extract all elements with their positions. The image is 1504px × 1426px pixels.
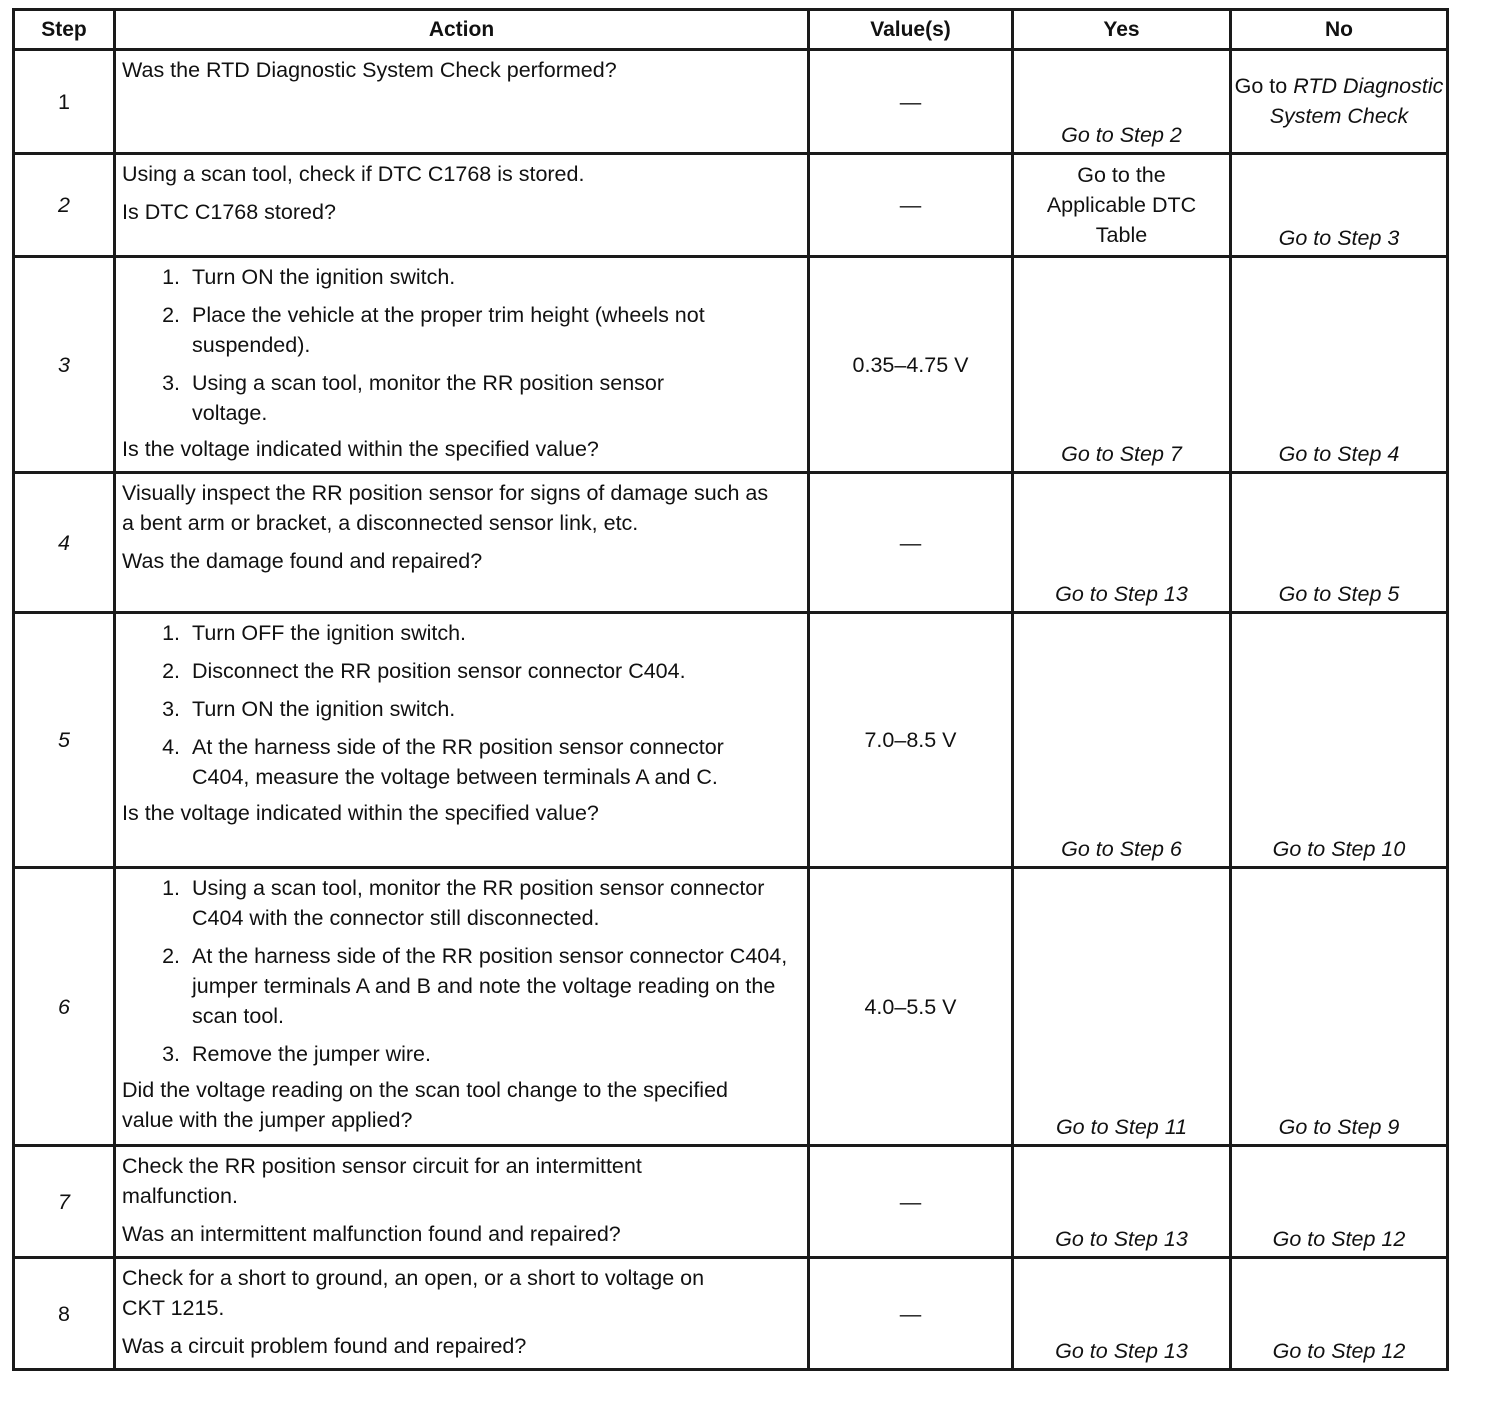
no-cell: Go to Step 3 <box>1231 154 1448 257</box>
value-cell: — <box>809 50 1013 154</box>
step-number: 6 <box>14 868 115 1146</box>
step-number: 8 <box>14 1258 115 1370</box>
yes-cell: Go to Step 13 <box>1013 1258 1231 1370</box>
yes-cell: Go to Step 11 <box>1013 868 1231 1146</box>
step-number: 5 <box>14 613 115 868</box>
action-question: Was an intermittent malfunction found and repaired? <box>122 1222 621 1246</box>
yes-cell: Go to Step 6 <box>1013 613 1231 868</box>
header-values: Value(s) <box>809 10 1013 50</box>
no-cell: Go to Step 5 <box>1231 473 1448 613</box>
action-cell <box>115 613 809 868</box>
action-step: 1. Using a scan tool, monitor the RR position sensor connector C404 with the connector still disconnected. <box>186 873 799 933</box>
action-question: Is the voltage indicated within the specified value? <box>122 801 599 825</box>
action-step: 1. Turn ON the ignition switch. <box>186 262 799 292</box>
table-row <box>14 473 1448 613</box>
step-number: 1 <box>14 50 115 154</box>
yes-cell: Go to the Applicable DTC Table <box>1013 154 1231 257</box>
action-cell <box>115 868 809 1146</box>
action-question: Did the voltage reading on the scan tool change to the specified value with the jumper applied? <box>122 1078 728 1132</box>
table-row <box>14 257 1448 473</box>
table-row <box>14 1146 1448 1258</box>
action-cell <box>115 50 809 154</box>
action-step: 1. Turn OFF the ignition switch. <box>186 618 799 648</box>
action-step: 3. Turn ON the ignition switch. <box>186 694 799 724</box>
no-cell: Go to Step 4 <box>1231 257 1448 473</box>
table-row <box>14 154 1448 257</box>
table-row <box>14 50 1448 154</box>
no-cell: Go to Step 10 <box>1231 613 1448 868</box>
action-cell <box>115 473 809 613</box>
action-instruction: Visually inspect the RR position sensor for signs of damage such as a bent arm or bracket, a disconnected sensor link, etc. <box>122 481 769 535</box>
value-cell: 0.35–4.75 V <box>809 257 1013 473</box>
action-instruction: Check for a short to ground, an open, or a short to voltage on CKT 1215. <box>122 1266 705 1320</box>
action-cell <box>115 257 809 473</box>
action-step: 3. Using a scan tool, monitor the RR position sensor voltage. <box>186 368 799 428</box>
value-cell: — <box>809 154 1013 257</box>
no-cell: Go to Step 12 <box>1231 1258 1448 1370</box>
action-question: Was a circuit problem found and repaired? <box>122 1334 527 1358</box>
action-instruction: Using a scan tool, check if DTC C1768 is stored. <box>122 162 585 186</box>
action-step: 4. At the harness side of the RR position sensor connector C404, measure the voltage between terminals A and C. <box>186 732 799 792</box>
header-row <box>14 10 1448 50</box>
value-cell: 7.0–8.5 V <box>809 613 1013 868</box>
step-number: 4 <box>14 473 115 613</box>
action-steps-list <box>122 262 799 428</box>
yes-cell: Go to Step 13 <box>1013 473 1231 613</box>
action-cell <box>115 154 809 257</box>
no-link-text: RTD Diagnostic System Check <box>1269 73 1444 128</box>
value-cell: — <box>809 1258 1013 1370</box>
yes-cell: Go to Step 13 <box>1013 1146 1231 1258</box>
yes-cell: Go to Step 2 <box>1013 50 1231 154</box>
header-action: Action <box>115 10 809 50</box>
action-step: 2. Place the vehicle at the proper trim height (wheels not suspended). <box>186 300 799 360</box>
no-cell: Go to Step 12 <box>1231 1146 1448 1258</box>
value-cell: 4.0–5.5 V <box>809 868 1013 1146</box>
action-step: 2. At the harness side of the RR position sensor connector C404, jumper terminals A and B and note the voltage reading on the scan tool. <box>186 941 799 1031</box>
action-cell <box>115 1146 809 1258</box>
action-instruction: Check the RR position sensor circuit for an intermittent malfunction. <box>122 1154 642 1208</box>
action-step: 3. Remove the jumper wire. <box>186 1039 799 1069</box>
diagnostic-table <box>12 8 1449 1371</box>
step-number: 7 <box>14 1146 115 1258</box>
header-step: Step <box>14 10 115 50</box>
yes-cell: Go to Step 7 <box>1013 257 1231 473</box>
no-prefix: Go to <box>1234 73 1288 98</box>
action-question: Was the damage found and repaired? <box>122 549 483 573</box>
action-question: Was the RTD Diagnostic System Check performed? <box>122 58 617 82</box>
action-steps-list <box>122 618 799 792</box>
header-yes: Yes <box>1013 10 1231 50</box>
no-cell: Go to Step 9 <box>1231 868 1448 1146</box>
action-step: 2. Disconnect the RR position sensor connector C404. <box>186 656 799 686</box>
action-steps-list <box>122 873 799 1069</box>
table-row <box>14 1258 1448 1370</box>
action-question: Is the voltage indicated within the specified value? <box>122 437 599 461</box>
header-no: No <box>1231 10 1448 50</box>
step-number: 2 <box>14 154 115 257</box>
value-cell: — <box>809 473 1013 613</box>
no-cell <box>1231 50 1448 154</box>
step-number: 3 <box>14 257 115 473</box>
action-question: Is DTC C1768 stored? <box>122 200 336 224</box>
value-cell: — <box>809 1146 1013 1258</box>
table-row <box>14 868 1448 1146</box>
table-row <box>14 613 1448 868</box>
action-cell <box>115 1258 809 1370</box>
